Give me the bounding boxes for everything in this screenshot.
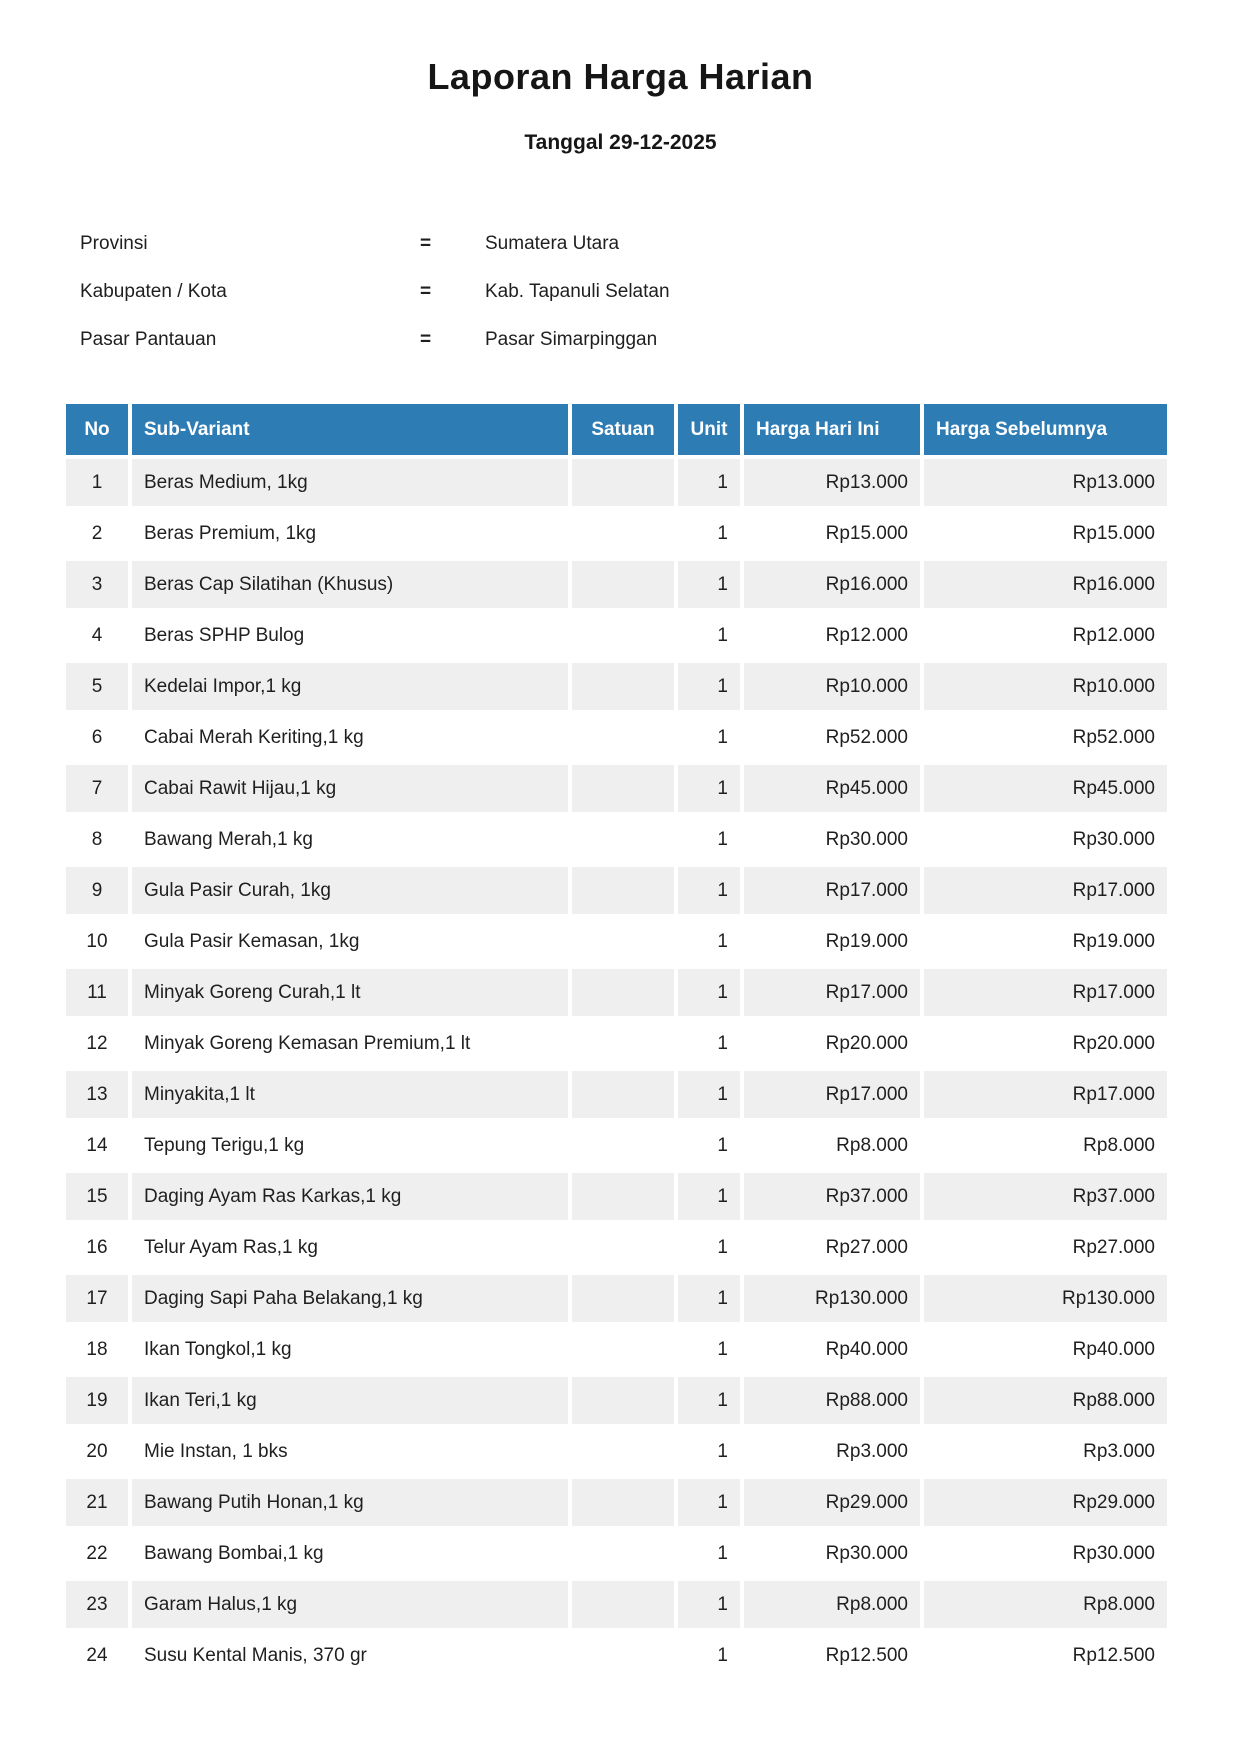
satuan-cell	[572, 867, 674, 914]
row-number-cell: 22	[66, 1530, 128, 1577]
sub-variant-cell: Garam Halus,1 kg	[132, 1581, 568, 1628]
table-row	[66, 1224, 1167, 1271]
sub-variant-cell: Daging Sapi Paha Belakang,1 kg	[132, 1275, 568, 1322]
sub-variant-cell: Beras Premium, 1kg	[132, 510, 568, 557]
harga-hari-ini-cell: Rp16.000	[744, 561, 920, 608]
row-number-cell: 8	[66, 816, 128, 863]
sub-variant-cell: Cabai Merah Keriting,1 kg	[132, 714, 568, 761]
sub-variant-cell: Ikan Teri,1 kg	[132, 1377, 568, 1424]
harga-sebelumnya-cell: Rp17.000	[924, 969, 1167, 1016]
harga-hari-ini-cell: Rp3.000	[744, 1428, 920, 1475]
satuan-cell	[572, 663, 674, 710]
harga-hari-ini-cell: Rp37.000	[744, 1173, 920, 1220]
sub-variant-cell: Beras Medium, 1kg	[132, 459, 568, 506]
harga-sebelumnya-cell: Rp88.000	[924, 1377, 1167, 1424]
column-header-no: No	[66, 404, 128, 455]
row-number-cell: 16	[66, 1224, 128, 1271]
table-row	[66, 765, 1167, 812]
equals-sign: =	[420, 281, 432, 302]
row-number-cell: 4	[66, 612, 128, 659]
sub-variant-cell: Bawang Putih Honan,1 kg	[132, 1479, 568, 1526]
table-row	[66, 561, 1167, 608]
harga-sebelumnya-cell: Rp30.000	[924, 816, 1167, 863]
row-number-cell: 23	[66, 1581, 128, 1628]
page-subtitle: Tanggal 29-12-2025	[524, 131, 717, 154]
harga-sebelumnya-cell: Rp12.500	[924, 1632, 1167, 1679]
row-number-cell: 12	[66, 1020, 128, 1067]
harga-hari-ini-cell: Rp15.000	[744, 510, 920, 557]
harga-hari-ini-cell: Rp17.000	[744, 1071, 920, 1118]
satuan-cell	[572, 459, 674, 506]
unit-cell: 1	[678, 1530, 740, 1577]
unit-cell: 1	[678, 816, 740, 863]
harga-sebelumnya-cell: Rp16.000	[924, 561, 1167, 608]
meta-row-provinsi	[80, 220, 670, 268]
meta-label: Kabupaten / Kota	[80, 281, 227, 302]
table-row	[66, 1173, 1167, 1220]
satuan-cell	[572, 1581, 674, 1628]
column-header-satuan: Satuan	[572, 404, 674, 455]
harga-hari-ini-cell: Rp8.000	[744, 1122, 920, 1169]
table-row	[66, 1377, 1167, 1424]
harga-hari-ini-cell: Rp27.000	[744, 1224, 920, 1271]
table-row	[66, 1632, 1167, 1679]
harga-sebelumnya-cell: Rp30.000	[924, 1530, 1167, 1577]
table-row	[66, 510, 1167, 557]
satuan-cell	[572, 1377, 674, 1424]
sub-variant-cell: Tepung Terigu,1 kg	[132, 1122, 568, 1169]
satuan-cell	[572, 1632, 674, 1679]
table-row	[66, 1020, 1167, 1067]
unit-cell: 1	[678, 1326, 740, 1373]
sub-variant-cell: Telur Ayam Ras,1 kg	[132, 1224, 568, 1271]
unit-cell: 1	[678, 969, 740, 1016]
harga-hari-ini-cell: Rp8.000	[744, 1581, 920, 1628]
harga-hari-ini-cell: Rp17.000	[744, 969, 920, 1016]
sub-variant-cell: Bawang Merah,1 kg	[132, 816, 568, 863]
unit-cell: 1	[678, 1428, 740, 1475]
harga-hari-ini-cell: Rp10.000	[744, 663, 920, 710]
unit-cell: 1	[678, 1275, 740, 1322]
row-number-cell: 15	[66, 1173, 128, 1220]
equals-sign: =	[420, 233, 432, 254]
satuan-cell	[572, 1224, 674, 1271]
row-number-cell: 21	[66, 1479, 128, 1526]
unit-cell: 1	[678, 1479, 740, 1526]
table-row	[66, 1530, 1167, 1577]
table-row	[66, 1428, 1167, 1475]
row-number-cell: 18	[66, 1326, 128, 1373]
harga-sebelumnya-cell: Rp8.000	[924, 1581, 1167, 1628]
harga-sebelumnya-cell: Rp130.000	[924, 1275, 1167, 1322]
harga-sebelumnya-cell: Rp37.000	[924, 1173, 1167, 1220]
table-row	[66, 969, 1167, 1016]
satuan-cell	[572, 918, 674, 965]
sub-variant-cell: Daging Ayam Ras Karkas,1 kg	[132, 1173, 568, 1220]
meta-row-kabupaten	[80, 268, 670, 316]
sub-variant-cell: Beras Cap Silatihan (Khusus)	[132, 561, 568, 608]
harga-sebelumnya-cell: Rp29.000	[924, 1479, 1167, 1526]
meta-value: Pasar Simarpinggan	[485, 329, 658, 350]
harga-hari-ini-cell: Rp12.000	[744, 612, 920, 659]
sub-variant-cell: Ikan Tongkol,1 kg	[132, 1326, 568, 1373]
row-number-cell: 14	[66, 1122, 128, 1169]
row-number-cell: 3	[66, 561, 128, 608]
harga-hari-ini-cell: Rp88.000	[744, 1377, 920, 1424]
row-number-cell: 9	[66, 867, 128, 914]
unit-cell: 1	[678, 561, 740, 608]
satuan-cell	[572, 765, 674, 812]
satuan-cell	[572, 714, 674, 761]
table-row	[66, 1581, 1167, 1628]
table-row	[66, 1071, 1167, 1118]
row-number-cell: 10	[66, 918, 128, 965]
harga-sebelumnya-cell: Rp13.000	[924, 459, 1167, 506]
equals-sign: =	[420, 329, 432, 350]
unit-cell: 1	[678, 918, 740, 965]
unit-cell: 1	[678, 867, 740, 914]
report-meta	[80, 220, 670, 364]
table-row	[66, 816, 1167, 863]
unit-cell: 1	[678, 1071, 740, 1118]
harga-hari-ini-cell: Rp30.000	[744, 816, 920, 863]
sub-variant-cell: Minyak Goreng Curah,1 lt	[132, 969, 568, 1016]
sub-variant-cell: Susu Kental Manis, 370 gr	[132, 1632, 568, 1679]
row-number-cell: 7	[66, 765, 128, 812]
harga-hari-ini-cell: Rp17.000	[744, 867, 920, 914]
column-header-harga-hari-ini: Harga Hari Ini	[744, 404, 920, 455]
unit-cell: 1	[678, 765, 740, 812]
unit-cell: 1	[678, 459, 740, 506]
harga-sebelumnya-cell: Rp17.000	[924, 867, 1167, 914]
meta-value: Sumatera Utara	[485, 233, 620, 254]
harga-hari-ini-cell: Rp12.500	[744, 1632, 920, 1679]
harga-hari-ini-cell: Rp52.000	[744, 714, 920, 761]
harga-sebelumnya-cell: Rp10.000	[924, 663, 1167, 710]
column-header-unit: Unit	[678, 404, 740, 455]
meta-label: Provinsi	[80, 233, 148, 254]
row-number-cell: 1	[66, 459, 128, 506]
harga-sebelumnya-cell: Rp52.000	[924, 714, 1167, 761]
table-row	[66, 663, 1167, 710]
satuan-cell	[572, 1173, 674, 1220]
harga-hari-ini-cell: Rp20.000	[744, 1020, 920, 1067]
table-row	[66, 1479, 1167, 1526]
sub-variant-cell: Minyak Goreng Kemasan Premium,1 lt	[132, 1020, 568, 1067]
table-row	[66, 918, 1167, 965]
row-number-cell: 13	[66, 1071, 128, 1118]
meta-row-pasar	[80, 316, 670, 364]
row-number-cell: 5	[66, 663, 128, 710]
table-row	[66, 867, 1167, 914]
satuan-cell	[572, 1122, 674, 1169]
table-row	[66, 612, 1167, 659]
satuan-cell	[572, 1479, 674, 1526]
satuan-cell	[572, 1530, 674, 1577]
unit-cell: 1	[678, 1632, 740, 1679]
sub-variant-cell: Gula Pasir Curah, 1kg	[132, 867, 568, 914]
unit-cell: 1	[678, 1020, 740, 1067]
harga-hari-ini-cell: Rp19.000	[744, 918, 920, 965]
row-number-cell: 20	[66, 1428, 128, 1475]
satuan-cell	[572, 1275, 674, 1322]
table-row	[66, 1275, 1167, 1322]
unit-cell: 1	[678, 663, 740, 710]
meta-value: Kab. Tapanuli Selatan	[485, 281, 670, 302]
harga-sebelumnya-cell: Rp12.000	[924, 612, 1167, 659]
table-row	[66, 459, 1167, 506]
column-header-sub-variant: Sub-Variant	[132, 404, 568, 455]
harga-sebelumnya-cell: Rp19.000	[924, 918, 1167, 965]
row-number-cell: 24	[66, 1632, 128, 1679]
table-row	[66, 1326, 1167, 1373]
harga-sebelumnya-cell: Rp27.000	[924, 1224, 1167, 1271]
harga-sebelumnya-cell: Rp40.000	[924, 1326, 1167, 1373]
unit-cell: 1	[678, 714, 740, 761]
unit-cell: 1	[678, 1377, 740, 1424]
header-row	[66, 404, 1167, 455]
harga-hari-ini-cell: Rp45.000	[744, 765, 920, 812]
sub-variant-cell: Gula Pasir Kemasan, 1kg	[132, 918, 568, 965]
row-number-cell: 6	[66, 714, 128, 761]
unit-cell: 1	[678, 1173, 740, 1220]
page-title: Laporan Harga Harian	[427, 56, 814, 97]
satuan-cell	[572, 969, 674, 1016]
row-number-cell: 11	[66, 969, 128, 1016]
sub-variant-cell: Mie Instan, 1 bks	[132, 1428, 568, 1475]
table-row	[66, 714, 1167, 761]
price-table-header	[66, 404, 1167, 455]
satuan-cell	[572, 561, 674, 608]
harga-hari-ini-cell: Rp30.000	[744, 1530, 920, 1577]
harga-sebelumnya-cell: Rp3.000	[924, 1428, 1167, 1475]
satuan-cell	[572, 612, 674, 659]
unit-cell: 1	[678, 1581, 740, 1628]
satuan-cell	[572, 1326, 674, 1373]
row-number-cell: 2	[66, 510, 128, 557]
price-table	[62, 400, 1171, 1683]
satuan-cell	[572, 1071, 674, 1118]
unit-cell: 1	[678, 510, 740, 557]
row-number-cell: 19	[66, 1377, 128, 1424]
harga-sebelumnya-cell: Rp20.000	[924, 1020, 1167, 1067]
harga-sebelumnya-cell: Rp15.000	[924, 510, 1167, 557]
sub-variant-cell: Cabai Rawit Hijau,1 kg	[132, 765, 568, 812]
sub-variant-cell: Kedelai Impor,1 kg	[132, 663, 568, 710]
unit-cell: 1	[678, 1224, 740, 1271]
price-table-body	[66, 459, 1167, 1679]
satuan-cell	[572, 1020, 674, 1067]
unit-cell: 1	[678, 1122, 740, 1169]
harga-sebelumnya-cell: Rp45.000	[924, 765, 1167, 812]
harga-hari-ini-cell: Rp29.000	[744, 1479, 920, 1526]
row-number-cell: 17	[66, 1275, 128, 1322]
harga-hari-ini-cell: Rp130.000	[744, 1275, 920, 1322]
satuan-cell	[572, 1428, 674, 1475]
satuan-cell	[572, 510, 674, 557]
harga-hari-ini-cell: Rp40.000	[744, 1326, 920, 1373]
harga-hari-ini-cell: Rp13.000	[744, 459, 920, 506]
sub-variant-cell: Bawang Bombai,1 kg	[132, 1530, 568, 1577]
harga-sebelumnya-cell: Rp17.000	[924, 1071, 1167, 1118]
satuan-cell	[572, 816, 674, 863]
harga-sebelumnya-cell: Rp8.000	[924, 1122, 1167, 1169]
sub-variant-cell: Beras SPHP Bulog	[132, 612, 568, 659]
sub-variant-cell: Minyakita,1 lt	[132, 1071, 568, 1118]
unit-cell: 1	[678, 612, 740, 659]
column-header-harga-sebelumnya: Harga Sebelumnya	[924, 404, 1167, 455]
table-row	[66, 1122, 1167, 1169]
meta-label: Pasar Pantauan	[80, 329, 217, 350]
